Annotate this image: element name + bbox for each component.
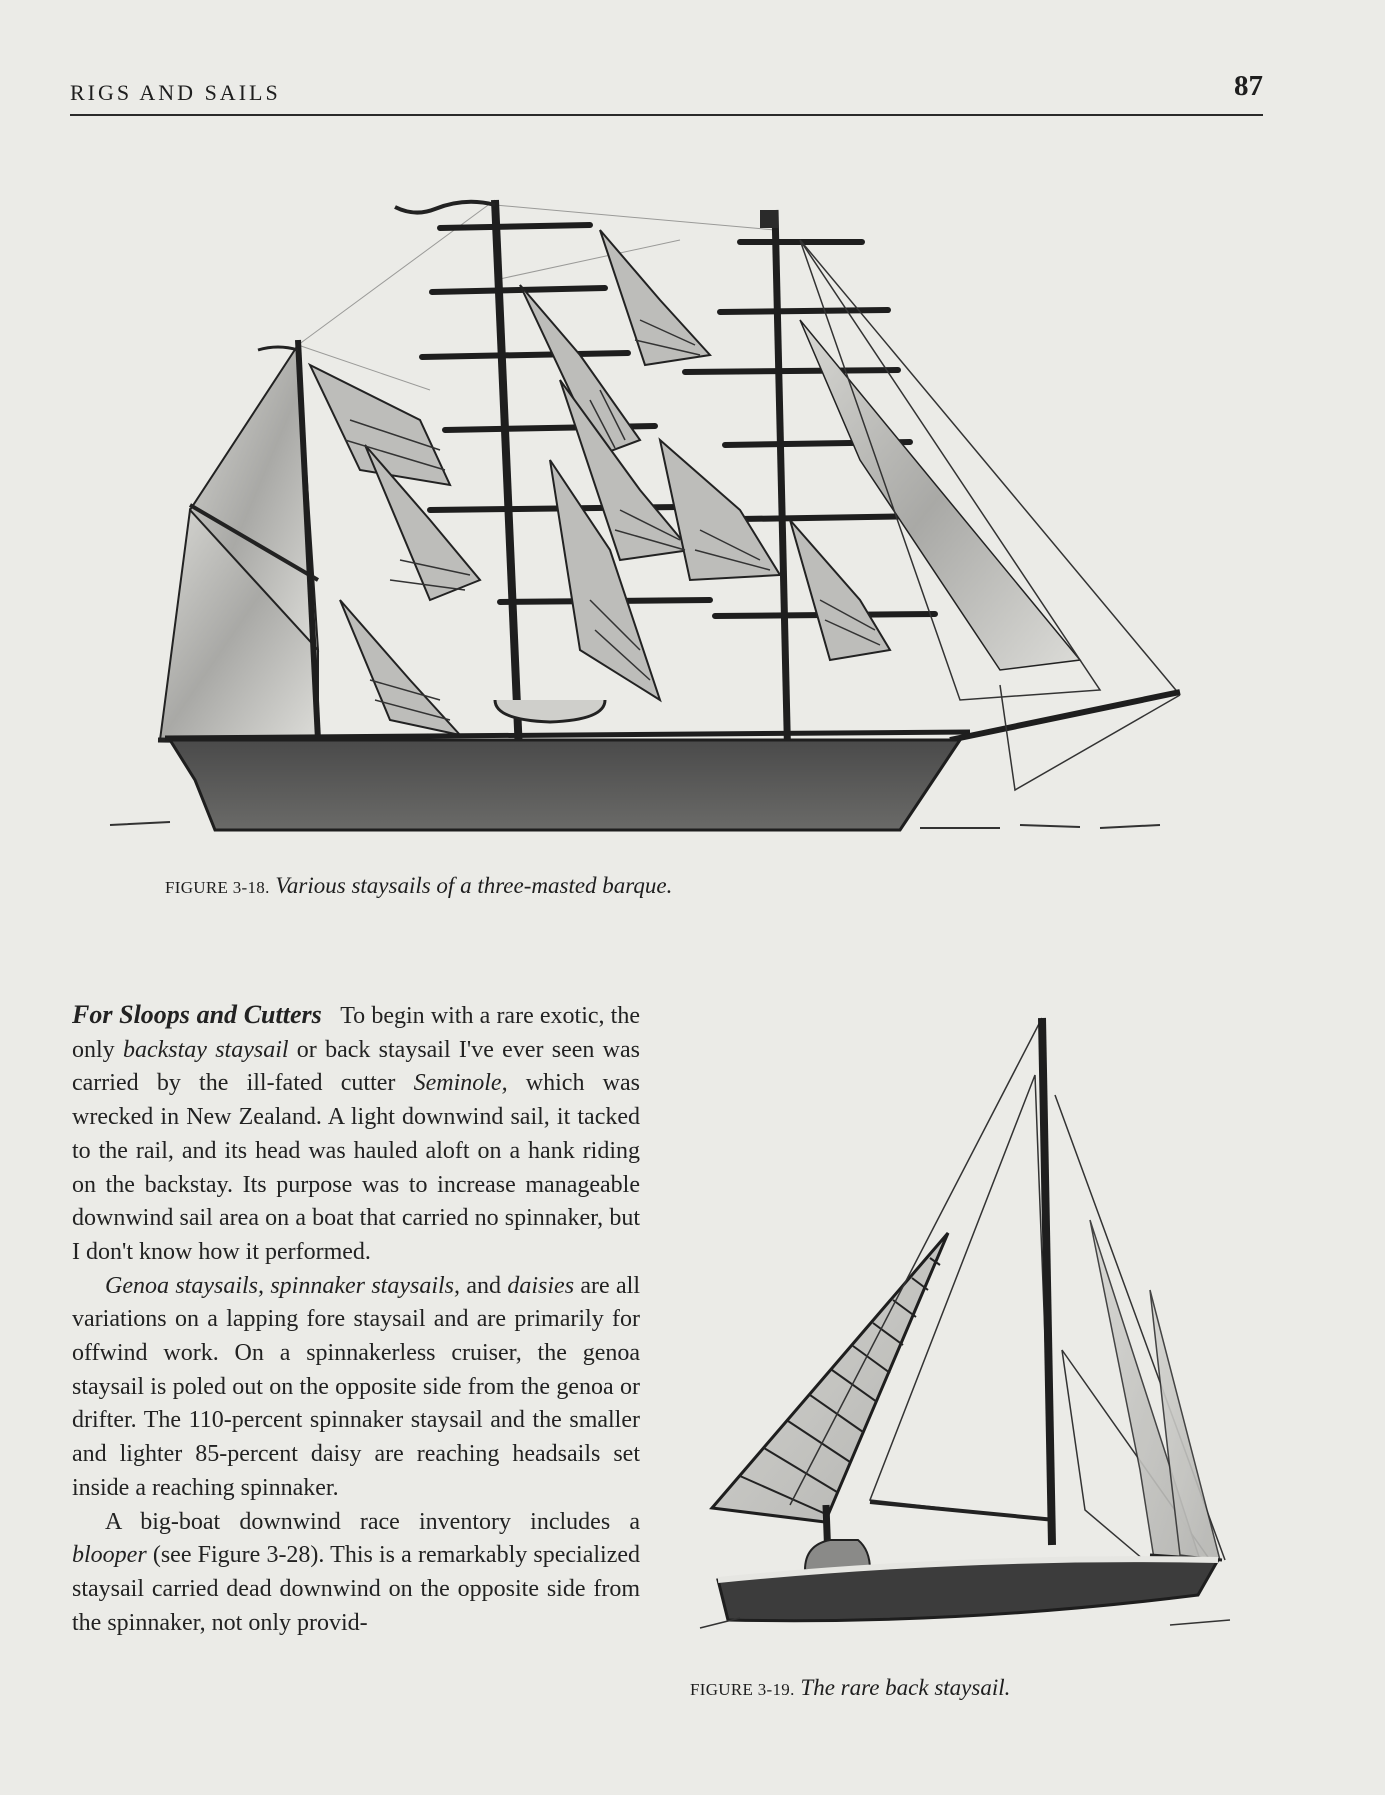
- figure-barque-illustration: [100, 180, 1260, 850]
- figure-caption-text: Various staysails of a three-masted barque.: [275, 873, 673, 898]
- figure-caption-text: The rare back staysail.: [800, 1675, 1011, 1700]
- paragraph: Genoa staysails, spinnaker staysails, and daisies are all variations on a lapping fore staysail and are primarily for offwind work. On a spinnakerless cruiser, the genoa staysail is poled out on the opposite side from the genoa or drifter. The 110-percent spinnaker staysail and the smaller and lighter 85-percent daisy are reaching headsails set inside a reaching spinnaker.: [72, 1272, 640, 1501]
- figure-3-19-caption: [690, 1675, 1010, 1701]
- figure-cutter-illustration: [690, 1000, 1270, 1650]
- body-text-column: [72, 998, 640, 1640]
- figure-label: FIGURE 3-19.: [690, 1680, 795, 1699]
- paragraph: For Sloops and Cutters To begin with a rare exotic, the only backstay staysail or back staysail I've ever seen was carried by the ill-fated cutter Seminole, which was wrecked in New Zealand. A light downwind sail, it tacked to the rail, and its head was hauled aloft on a hank riding on the backstay. Its purpose was to increase manageable downwind sail area on a boat that carried no spinnaker, but I don't know how it performed.: [72, 1000, 640, 1265]
- figure-3-18-caption: [165, 873, 672, 899]
- figure-label: FIGURE 3-18.: [165, 878, 270, 897]
- paragraph: A big-boat downwind race inventory includes a blooper (see Figure 3-28). This is a remarkably specialized staysail carried dead downwind on the opposite side from the spinnaker, not only provid-: [72, 1508, 640, 1636]
- header-rule: [70, 114, 1263, 116]
- page-number: 87: [1234, 70, 1263, 102]
- running-head: RIGS AND SAILS: [70, 80, 281, 105]
- section-heading: For Sloops and Cutters: [72, 1000, 322, 1029]
